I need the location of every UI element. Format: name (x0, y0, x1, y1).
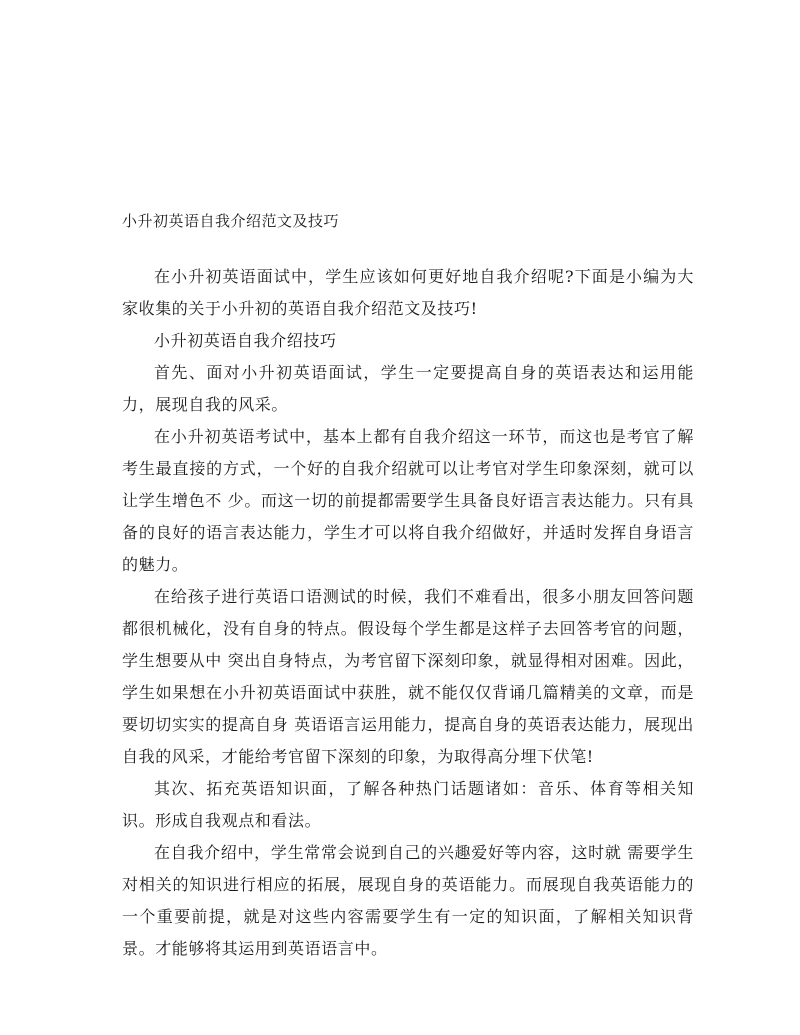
paragraph-self-intro-importance: 在小升初英语考试中，基本上都有自我介绍这一环节，而这也是考官了解考生最直接的方式，一个好的自我介绍就可以让考官对学生印象深刻，就可以让学生增色不 少。而这一切的前提都需要学生具备良好语言表达能力。只有具备的良好的语言表达能力，学生才可以将自我介绍做好，并适时发挥自身语言的魅力。 (122, 427, 694, 574)
paragraph-first-tip: 首先、面对小升初英语面试，学生一定要提高自身的英语表达和运用能力，展现自我的风采。 (122, 363, 694, 414)
paragraph-intro: 在小升初英语面试中，学生应该如何更好地自我介绍呢?下面是小编为大家收集的关于小升初的英语自我介绍范文及技巧! (122, 267, 694, 318)
document-title: 小升初英语自我介绍范文及技巧 (122, 212, 340, 230)
paragraph-interests: 在自我介绍中，学生常常会说到自己的兴趣爱好等内容，这时就 需要学生对相关的知识进行相应的拓展，展现自身的英语能力。而展现自我英语能力的一个重要前提，就是对这些内容需要学生有一定的知识面，了解相关知识背 景。才能够将其运用到英语语言中。 (122, 843, 694, 958)
document-body (122, 261, 694, 965)
section-heading: 小升初英语自我介绍技巧 (154, 331, 337, 350)
paragraph-second-tip: 其次、拓充英语知识面，了解各种热门话题诸如：音乐、体育等相关知识。形成自我观点和看法。 (122, 779, 694, 830)
paragraph-oral-test: 在给孩子进行英语口语测试的时候，我们不难看出，很多小朋友回答问题都很机械化，没有自身的特点。假设每个学生都是这样子去回答考官的问题，学生想要从中 突出自身特点，为考官留下深刻印象，就显得相对困难。因此，学生如果想在小升初英语面试中获胜，就不能仅仅背诵几篇精美的文章，而是要切切实实的提高自身 英语语言运用能力，提高自身的英语表达能力，展现出自我的风采，才能给考官留下深刻的印象，为取得高分埋下伏笔! (122, 587, 694, 766)
